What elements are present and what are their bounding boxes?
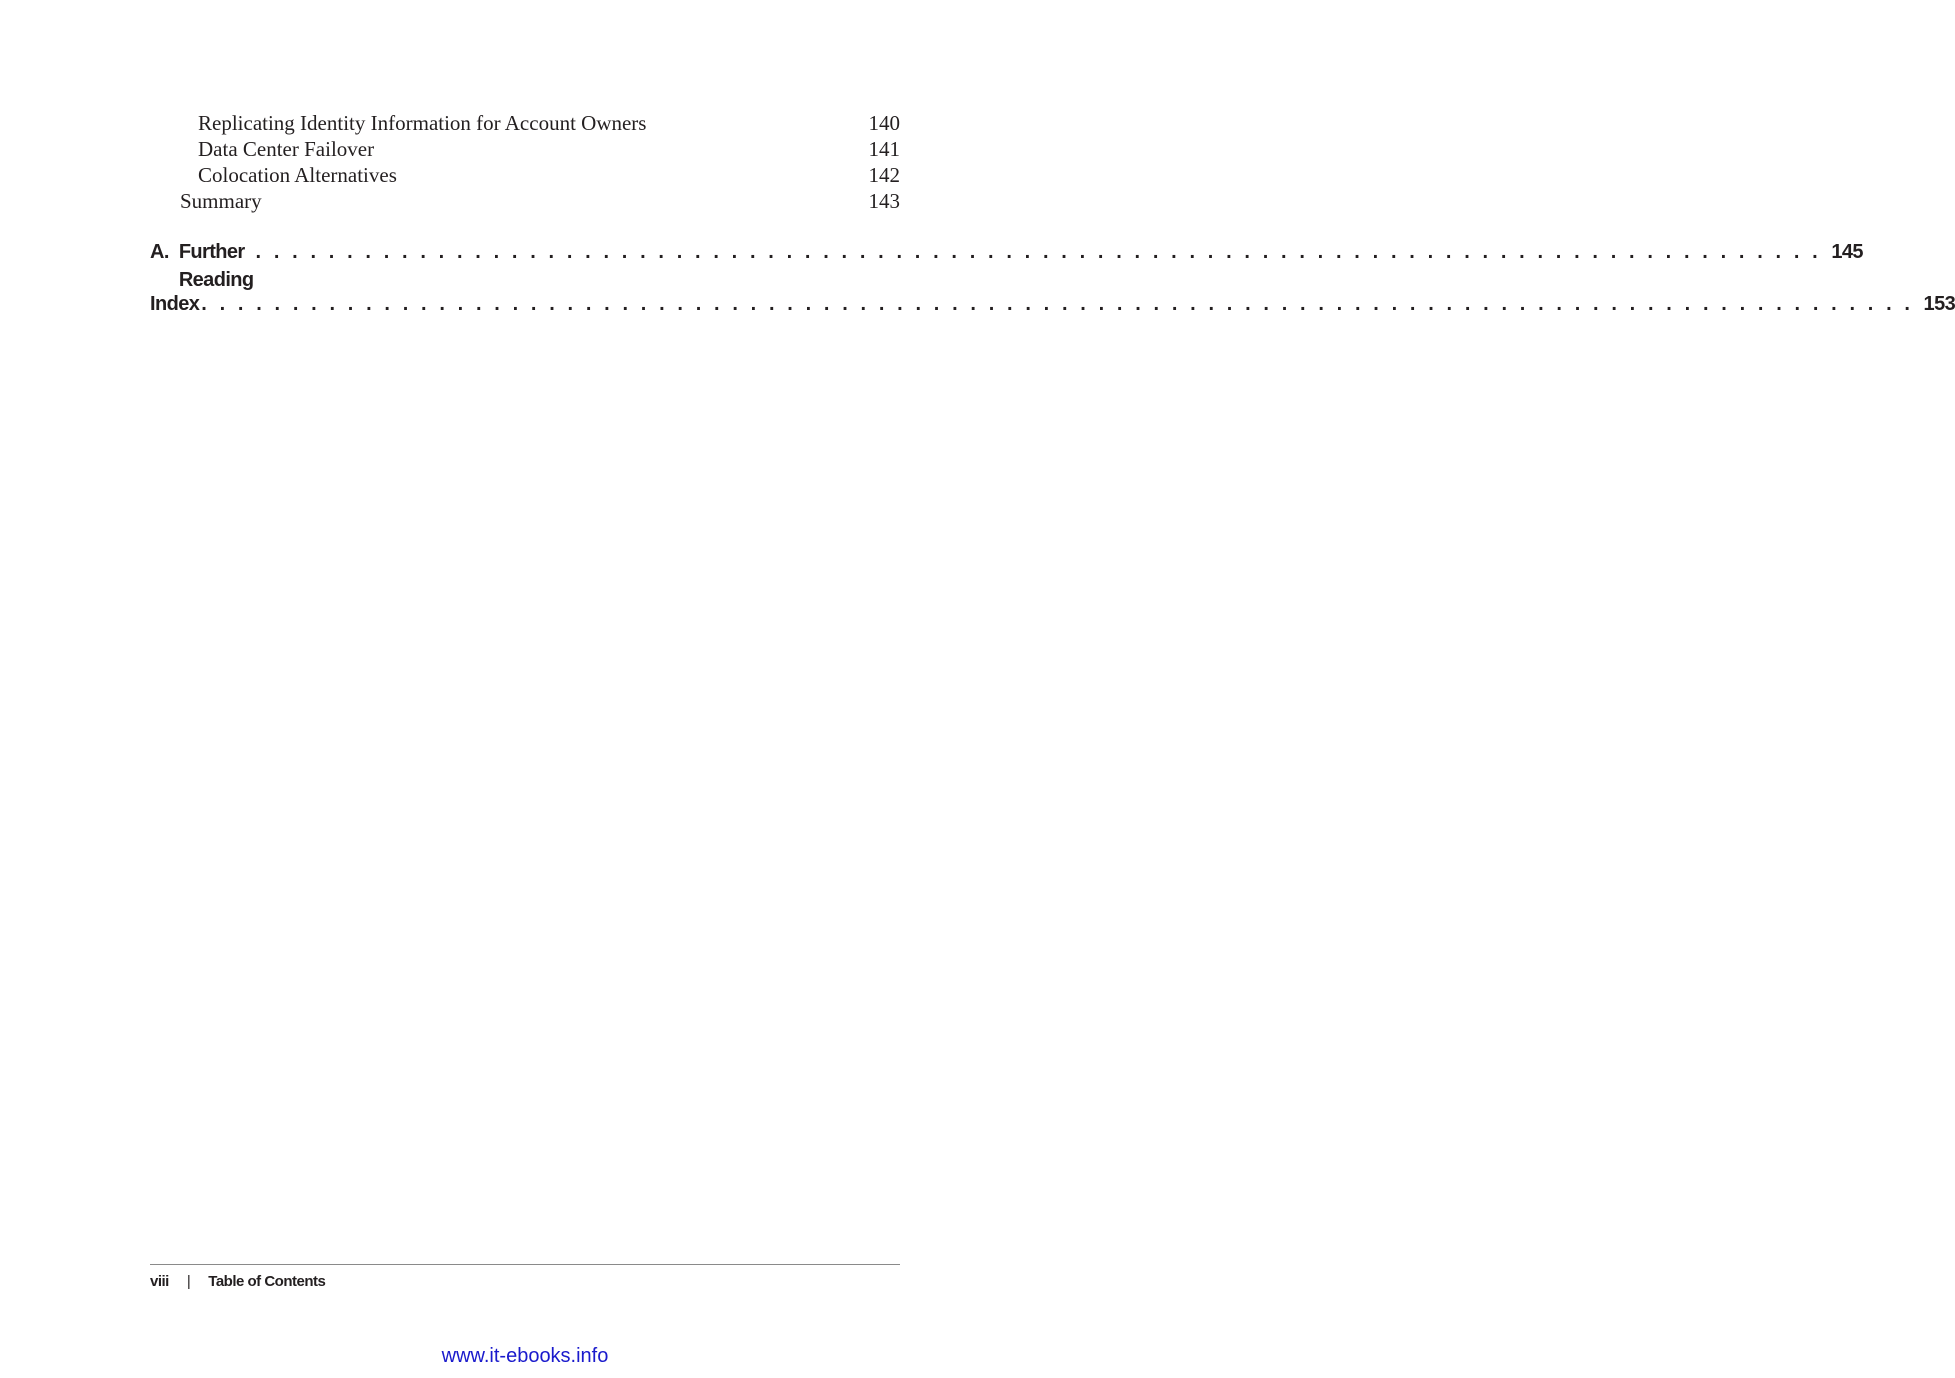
chapter-prefix: A. xyxy=(150,241,169,263)
toc-chapter-index[interactable] xyxy=(150,290,1955,318)
toc-entry[interactable] xyxy=(150,162,900,188)
toc-chapter-further-reading[interactable] xyxy=(150,238,1863,291)
footer-divider xyxy=(150,1264,900,1265)
toc-entry-page: 143 xyxy=(868,189,900,213)
toc-entry-title: Data Center Failover xyxy=(198,137,375,161)
toc-entry-page: 140 xyxy=(868,111,900,135)
footer-section-title: Table of Contents xyxy=(208,1273,326,1290)
dot-leader: . . . . . . . . . . . . . . . . . . . . . . . . . . . . . . . . . . . . . . . . . . . . . . . . . . . . . . . . . . . . . . . . . . . . . . . . . . . . . . . . . . . . . . xyxy=(255,241,1822,263)
dot-leader: . . . . . . . . . . . . . . . . . . . . . . . . . . . . . . . . . . . . . . . . . . . . . . . . . . . . . . . . . . . . . . . . . . . . . . . . . . . . . . . . . . . . . . . . . . . . . . xyxy=(201,293,1914,315)
toc-entry-title: Replicating Identity Information for Account Owners xyxy=(198,111,647,135)
page-number: viii xyxy=(150,1273,169,1290)
toc-entry[interactable] xyxy=(150,136,900,162)
toc-entry-title: Colocation Alternatives xyxy=(198,163,397,187)
chapter-title: Index xyxy=(150,293,200,315)
toc-entry[interactable] xyxy=(150,110,900,136)
table-of-contents xyxy=(150,110,1955,318)
page-footer xyxy=(150,1273,325,1290)
toc-entry-page: 142 xyxy=(868,163,900,187)
footer-separator: | xyxy=(186,1273,191,1290)
chapter-page: 153 xyxy=(1923,293,1955,315)
chapter-page: 145 xyxy=(1831,241,1863,263)
watermark-link[interactable]: www.it-ebooks.info xyxy=(441,1345,609,1367)
toc-entry-title: Summary xyxy=(180,189,262,213)
chapter-title: Further Reading xyxy=(178,241,254,291)
toc-entry-page: 141 xyxy=(868,137,900,161)
toc-entry[interactable] xyxy=(150,188,900,214)
